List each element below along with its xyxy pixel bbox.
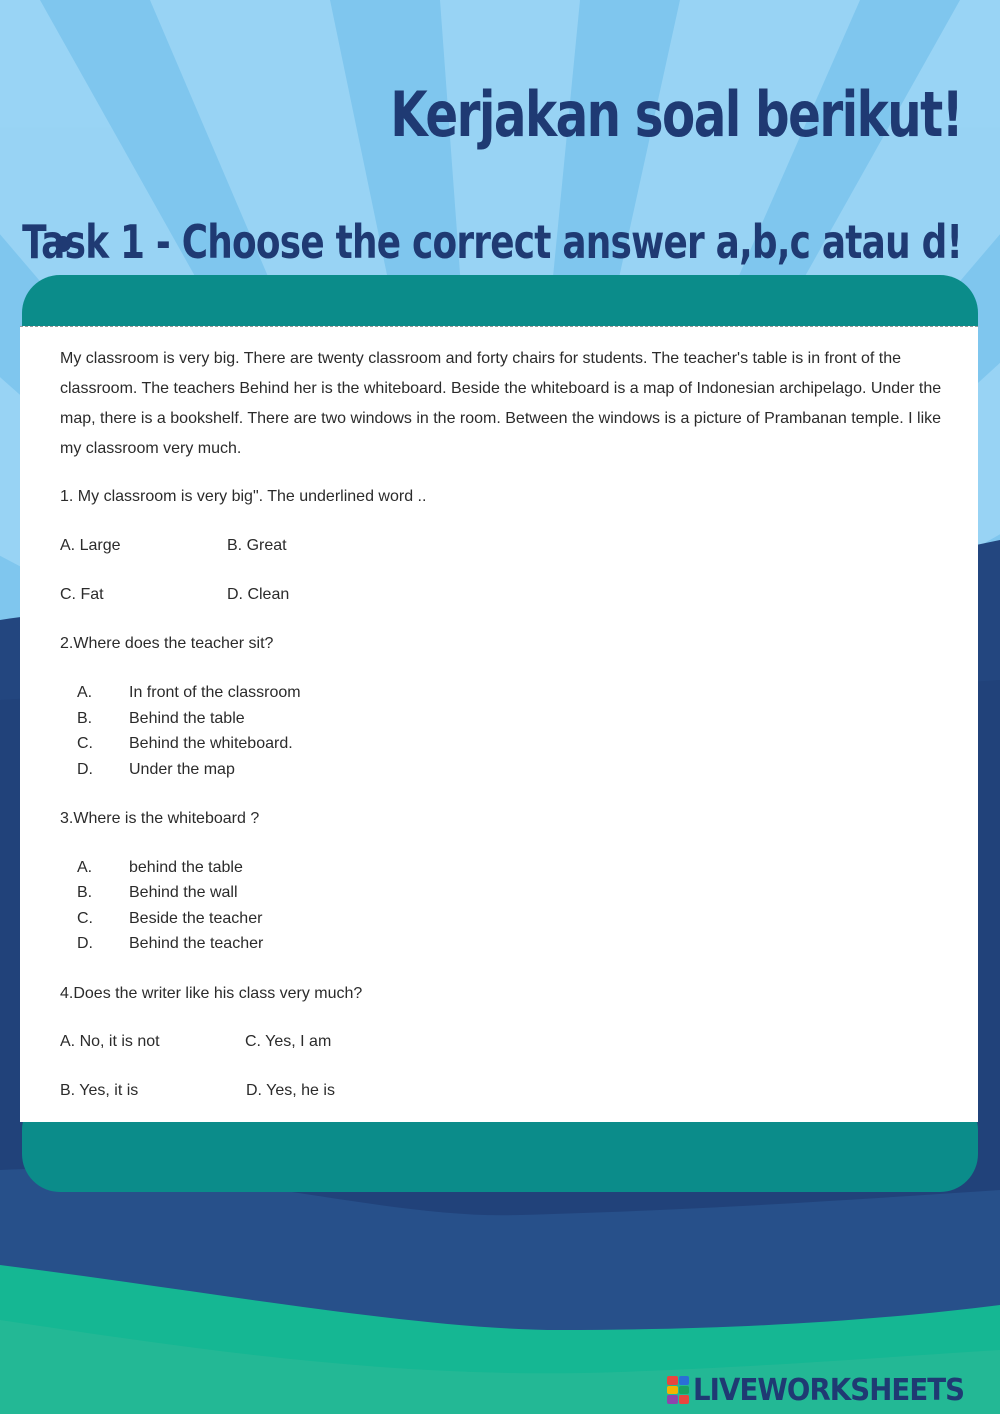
divider [20,326,978,327]
question-2: 2.Where does the teacher sit? [60,635,274,652]
option-letter: A. [77,684,93,701]
option-letter: C. [77,910,93,927]
option-letter: D. [77,761,93,778]
liveworksheets-logo [667,1372,988,1408]
q1-option-c: C. Fat [60,586,104,603]
option-letter: A. [77,859,93,876]
q4-option-b: B. Yes, it is [60,1082,139,1099]
option-text: Beside the teacher [129,910,263,927]
reading-passage: My classroom is very big. There are twenty classroom and forty chairs for students. The teacher's table is in front of the classroom. The teachers Behind her is the whiteboard. Beside the whiteboard is a map of Indonesian archipelago. Under the map, there is a bookshelf. There are two windows in the room. Between the windows is a picture of Prambanan temple. I like my classroom very much. [60,350,942,457]
option-letter: B. [77,884,93,901]
page-title: Kerjakan soal berikut! [390,78,962,151]
worksheet-sheet [20,326,978,1122]
task-heading: Task 1 - Choose the correct answer a,b,c atau d! [22,215,962,269]
option-text: Behind the table [129,710,245,727]
q1-option-a: A. Large [60,537,121,554]
question-1: 1. My classroom is very big". The underlined word .. [60,488,427,505]
option-text: Under the map [129,761,235,778]
option-text: Behind the whiteboard. [129,735,293,752]
q4-option-d: D. Yes, he is [246,1082,335,1099]
question-3: 3.Where is the whiteboard ? [60,810,260,827]
option-letter: B. [77,710,93,727]
q4-option-a: A. No, it is not [60,1033,160,1050]
question-4: 4.Does the writer like his class very much? [60,985,363,1002]
q4-option-c: C. Yes, I am [245,1033,332,1050]
option-text: In front of the classroom [129,684,301,701]
logo-text: LIVEWORKSHEETS [693,1372,965,1408]
option-letter: C. [77,735,93,752]
option-text: Behind the wall [129,884,238,901]
option-letter: D. [77,935,93,952]
option-text: Behind the teacher [129,935,264,952]
q1-option-d: D. Clean [227,586,290,603]
q1-option-b: B. Great [227,537,287,554]
logo-icon [667,1376,689,1404]
option-text: behind the table [129,859,243,876]
